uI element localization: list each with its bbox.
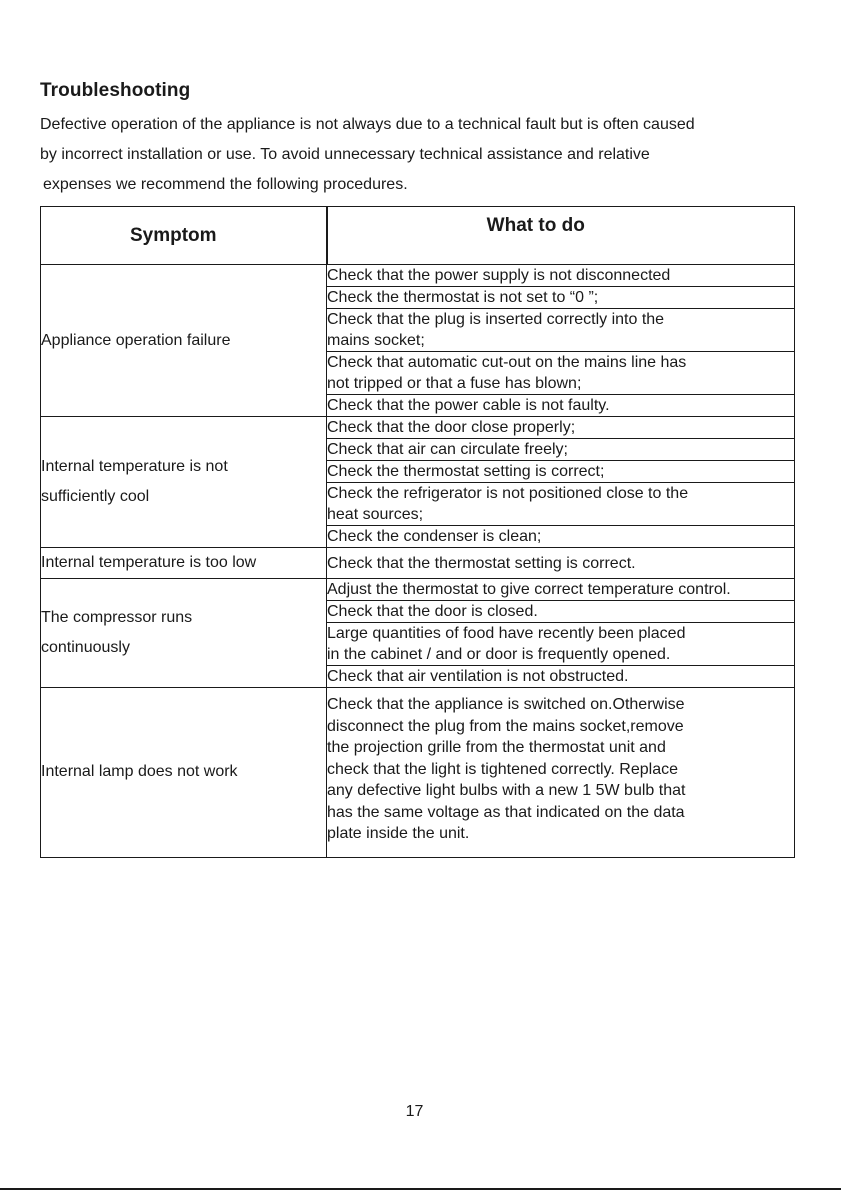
symptom-text: Appliance operation failure	[41, 331, 231, 349]
symptom-cell	[41, 548, 327, 579]
action-cell	[327, 287, 795, 309]
table-row	[41, 548, 795, 579]
action-text: Adjust the thermostat to give correct temperature control.	[327, 581, 731, 598]
action-text: in the cabinet / and or door is frequently opened.	[327, 646, 671, 663]
action-text: any defective light bulbs with a new 1 5W bulb that	[327, 782, 686, 799]
table-row	[41, 265, 795, 287]
what-to-do-header: What to do	[327, 207, 795, 265]
symptom-text: Internal temperature is not	[41, 458, 228, 475]
action-text: Check that the power supply is not disconnected	[327, 267, 671, 284]
action-text: has the same voltage as that indicated on the data	[327, 803, 685, 821]
action-cell	[327, 483, 795, 526]
action-cell	[327, 623, 795, 666]
symptom-text: Internal temperature is too low	[41, 554, 257, 571]
table-row	[41, 417, 795, 439]
action-cell	[327, 265, 795, 287]
action-text: Check the condenser is clean;	[327, 528, 542, 545]
action-text: not tripped or that a fuse has blown;	[327, 375, 582, 392]
symptom-text: sufficiently cool	[41, 488, 150, 505]
action-text: Check that the plug is inserted correctly into the	[327, 311, 665, 328]
action-text: Check that the appliance is switched on.Otherwise	[327, 696, 685, 713]
intro-line: expenses we recommend the following procedures.	[43, 176, 408, 193]
action-text: check that the light is tightened correctly. Replace	[327, 760, 678, 778]
action-text: heat sources;	[327, 506, 424, 523]
table-row	[41, 579, 795, 601]
table-row	[41, 688, 795, 858]
action-text: mains socket;	[327, 332, 425, 349]
action-cell	[327, 579, 795, 601]
action-cell	[327, 666, 795, 688]
troubleshooting-table	[40, 206, 795, 858]
symptom-header: Symptom	[41, 207, 327, 265]
action-text: Check that the power cable is not faulty.	[327, 397, 610, 414]
symptom-cell	[41, 579, 327, 688]
symptom-text: The compressor runs	[41, 609, 193, 626]
action-text: Check that the door is closed.	[327, 603, 538, 620]
action-cell	[327, 526, 795, 548]
symptom-text: Internal lamp does not work	[41, 763, 238, 781]
action-text: Check the refrigerator is not positioned close to the	[327, 485, 689, 502]
action-text: disconnect the plug from the mains socket,remove	[327, 717, 684, 735]
action-cell	[327, 461, 795, 483]
action-text: Check that automatic cut-out on the mains line has	[327, 354, 687, 371]
action-cell	[327, 395, 795, 417]
action-cell	[327, 548, 795, 579]
action-cell	[327, 352, 795, 395]
action-text: plate inside the unit.	[327, 825, 470, 842]
action-text: the projection grille from the thermostat unit and	[327, 739, 666, 756]
symptom-cell	[41, 417, 327, 548]
symptom-text: continuously	[41, 639, 130, 656]
action-cell	[327, 417, 795, 439]
intro-line: Defective operation of the appliance is not always due to a technical fault but is often caused	[40, 116, 695, 133]
symptom-cell	[41, 265, 327, 417]
action-cell	[327, 688, 795, 858]
intro-line: by incorrect installation or use. To avoid unnecessary technical assistance and relative	[40, 146, 650, 163]
action-text: Check that the thermostat setting is correct.	[327, 554, 636, 572]
action-text: Check that the door close properly;	[327, 419, 576, 436]
bottom-rule	[0, 1188, 841, 1190]
table-body	[41, 265, 795, 858]
page-title: Troubleshooting	[40, 80, 191, 101]
symptom-cell	[41, 688, 327, 858]
action-text: Check the thermostat is not set to “0 ”;	[327, 289, 599, 306]
table-header-row	[41, 207, 795, 265]
action-text: Check that air can circulate freely;	[327, 441, 568, 458]
action-cell	[327, 309, 795, 352]
action-cell	[327, 601, 795, 623]
action-text: Large quantities of food have recently been placed	[327, 625, 686, 642]
action-cell	[327, 439, 795, 461]
action-text: Check that air ventilation is not obstructed.	[327, 668, 629, 685]
page-number: 17	[405, 1103, 424, 1120]
action-text: Check the thermostat setting is correct;	[327, 463, 605, 480]
